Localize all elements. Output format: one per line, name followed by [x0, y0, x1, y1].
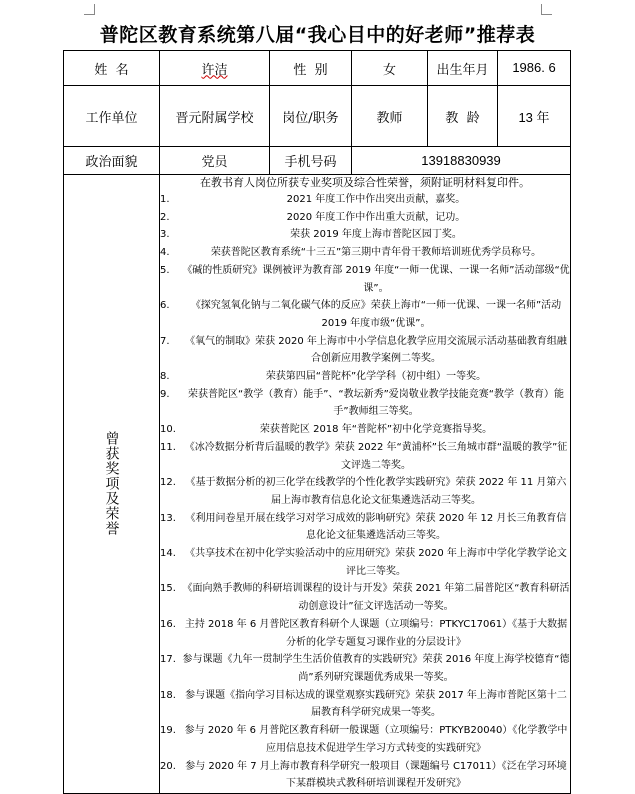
award-item: 10. 荣获普陀区 2018 年“普陀杯”初中化学竞赛指导奖。 — [160, 424, 493, 436]
post-value[interactable]: 教师 — [352, 86, 428, 147]
award-item: 6. 《探究氢氧化钠与二氧化碳气体的反应》荣获上海市“一师一优课、一课一名师”活动 2019 年度市级“优课”。 — [160, 300, 562, 329]
recommendation-form — [63, 50, 571, 794]
award-item: 19. 参与 2020 年 6 月普陀区教育科研一般课题（立项编号：PTKYB20040）《化学教学中应用信息技术促进学生学习方式转变的实践研究》 — [160, 725, 568, 754]
post-label: 岗位/职务 — [270, 86, 352, 147]
work-value[interactable]: 晋元附属学校 — [160, 86, 270, 147]
award-item: 7. 《氧气的制取》荣获 2020 年上海市中小学信息化教学应用交流展示活动基础教育组融合创新应用教学案例二等奖。 — [160, 335, 567, 365]
awards-intro: 在教书育人岗位所获专业奖项及综合性荣誉，须附证明材料复印件。 — [200, 176, 530, 189]
gender-value[interactable]: 女 — [352, 51, 428, 86]
phone-value[interactable]: 13918830939 — [352, 147, 571, 175]
form-row-awards — [64, 175, 571, 794]
years-value[interactable]: 13 年 — [498, 86, 571, 147]
name-label: 姓 名 — [64, 51, 160, 86]
form-title: 普陀区教育系统第八届“我心目中的好老师”推荐表 — [99, 24, 536, 46]
award-item: 5. 《碱的性质研究》课例被评为教育部 2019 年度“一师一优课、一课一名师”活动部级“优课”。 — [160, 264, 570, 294]
award-item: 9. 荣获普陀区“教学（教育）能手”、“教坛新秀”爱岗敬业教学技能竞赛“教学（教育）能手”教师组三等奖。 — [160, 388, 564, 418]
award-item: 11. 《冰冷数据分析背后温暖的教学》荣获 2022 年“黄浦杯”长三角城市群“温暖的教学”征文评选二等奖。 — [160, 441, 568, 471]
award-item: 18. 参与课题《指向学习目标达成的课堂观察实践研究》荣获 2017 年上海市普陀区第十二届教育科学研究成果一等奖。 — [160, 689, 567, 719]
award-item: 16. 主持 2018 年 6 月普陀区教育科研个人课题（立项编号：PTKYC17061）《基于大数据分析的化学专题复习课作业的分层设计》 — [160, 618, 568, 648]
years-label: 教 龄 — [428, 86, 498, 147]
award-item: 12. 《基于数据分析的初三化学在线教学的个性化教学实践研究》荣获 2022 年 11 月第六届上海市教育信息化论文征集遴选活动三等奖。 — [160, 477, 567, 506]
award-item: 4. 荣获普陀区教育系统“十三五”第三期中青年骨干教师培训班优秀学员称号。 — [160, 247, 542, 259]
award-item: 17. 参与课题《九年一贯制学生生活价值教育的实践研究》荣获 2016 年度上海学校德育“德尚”系列研究课题优秀成果一等奖。 — [160, 654, 570, 683]
gender-label: 性 别 — [270, 51, 352, 86]
work-label: 工作单位 — [64, 86, 160, 147]
award-item: 2. 2020 年度工作中作出重大贡献，记功。 — [160, 211, 466, 223]
awards-list — [160, 191, 570, 793]
award-item: 20. 参与 2020 年 7 月上海市教育科学研究一般项目（课题编号 C17011）《泛在学习环境下某群模块式教科研培训课程开发研究》 — [160, 760, 567, 790]
phone-label: 手机号码 — [270, 147, 352, 175]
name-value[interactable]: 许洁 — [160, 51, 270, 86]
form-row-contact — [64, 147, 571, 175]
award-item: 3. 荣获 2019 年度上海市普陀区园丁奖。 — [160, 229, 462, 241]
award-item: 1. 2021 年度工作中作出突出贡献，嘉奖。 — [160, 194, 466, 205]
crop-mark-right — [541, 4, 552, 15]
dob-label: 出生年月 — [428, 51, 498, 86]
award-item: 8. 荣获第四届“普陀杯”化学学科（初中组）一等奖。 — [160, 371, 487, 383]
awards-cell[interactable] — [160, 175, 571, 794]
form-row-basic — [64, 51, 571, 86]
party-value[interactable]: 党员 — [160, 147, 270, 175]
award-item: 15. 《面向熟手教师的科研培训课程的设计与开发》荣获 2021 年第二届普陀区“教育科研活动创意设计”征文评选活动一等奖。 — [160, 583, 570, 613]
form-row-work — [64, 86, 571, 147]
crop-mark-left — [84, 4, 95, 15]
award-item: 14. 《共享技术在初中化学实验活动中的应用研究》荣获 2020 年上海市中学化学教学论文评比三等奖。 — [160, 548, 567, 577]
party-label: 政治面貌 — [64, 147, 160, 175]
awards-label-cell — [64, 175, 160, 794]
award-item: 13. 《利用问卷星开展在线学习对学习成效的影响研究》荣获 2020 年 12 月长三角教育信息化论文征集遴选活动三等奖。 — [160, 512, 567, 542]
awards-label: 曾获奖项及荣誉 — [103, 431, 120, 537]
dob-value[interactable]: 1986. 6 — [498, 51, 571, 86]
